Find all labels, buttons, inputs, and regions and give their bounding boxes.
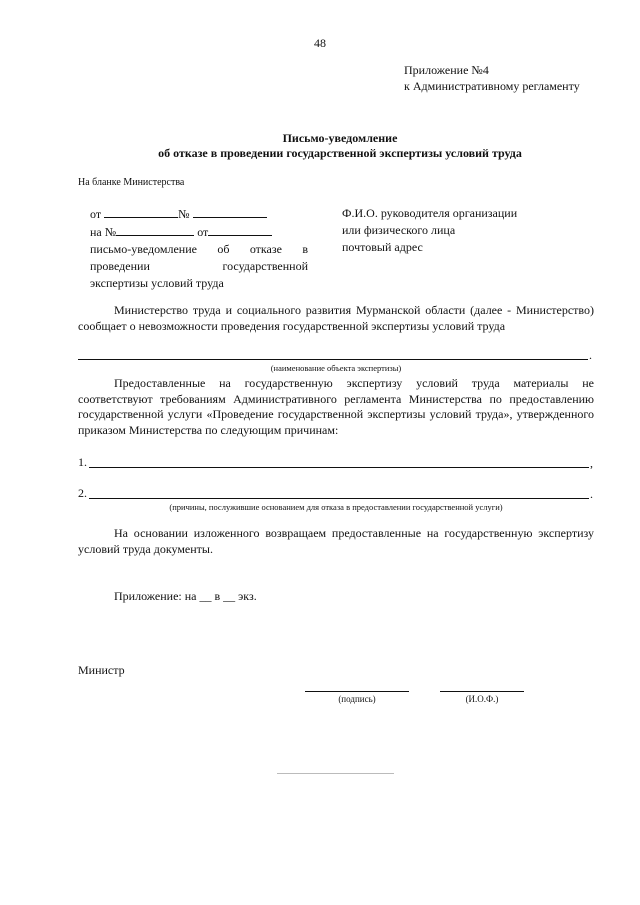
reference-line-from [90,205,308,223]
intro-paragraph: Министерство труда и социального развития Мурманской области (далее - Министерство) сообщает о невозможности проведения государственной экспертизы условий труда [78,303,594,333]
reasons-paragraph: Предоставленные на государственную экспертизу условий труда материалы не соответствуют требованиям Административного регламента Министерства по предоставлению государственной услуги «Проведение государственной экспертизы условий труда», утвержденного приказом Министерства по следующим причинам: [78,376,594,437]
doc-type-line-1: письмо-уведомление об отказе в [90,242,308,256]
number-label: № [178,207,190,221]
addressee-block [342,205,517,256]
addressee-line-2: или физического лица [342,223,456,237]
appendix-line-2: к Административному регламенту [404,79,580,93]
object-name-line[interactable] [78,359,588,360]
signature-caption: (подпись) [338,694,376,704]
reason-item-2-number: 2. [78,486,87,500]
object-line-dot: . [589,348,592,362]
page-number: 48 [314,36,326,50]
appendix-line-1: Приложение №4 [404,63,489,77]
return-paragraph: На основании изложенного возвращаем предоставленные на государственную экспертизу условий труда документы. [78,526,594,556]
reason-item-2-line[interactable] [89,498,589,499]
signatory-title: Министр [78,663,125,677]
attachment-line: Приложение: на __ в __ экз. [114,589,257,603]
reply-number-label: на № [90,225,117,239]
footer-rule [277,773,394,774]
reason-item-2-dot: . [590,487,593,501]
date-blank[interactable] [104,205,178,218]
reply-date-blank[interactable] [208,223,272,236]
reason-item-1-number: 1. [78,455,87,469]
reply-number-blank[interactable] [116,223,194,236]
title-line-1: Письмо-уведомление [282,131,398,145]
signature-line[interactable] [305,691,409,692]
title-line-2: об отказе в проведении государственной экспертизы условий труда [158,146,522,160]
object-caption: (наименование объекта экспертизы) [270,363,402,373]
reasons-caption: (причины, послужившие основанием для отказа в предоставлении государственной услуги) [169,502,503,512]
addressee-line-1: Ф.И.О. руководителя организации [342,206,518,220]
doc-type-line-3: экспертизы условий труда [90,276,224,290]
letterhead-note: На бланке Министерства [78,177,185,188]
name-caption: (И.О.Ф.) [465,694,499,704]
reason-item-1-line[interactable] [89,467,589,468]
name-line[interactable] [440,691,524,692]
reference-block [90,205,308,292]
from-label: от [90,207,102,221]
appendix-header [404,62,580,94]
document-title [0,131,640,161]
doc-type-line-2: проведении государственной [90,259,308,273]
reply-from-label: от [197,225,209,239]
reference-line-reply [90,223,308,241]
number-blank[interactable] [193,205,267,218]
addressee-line-3: почтовый адрес [342,240,423,254]
reason-item-1-comma: , [590,456,593,470]
